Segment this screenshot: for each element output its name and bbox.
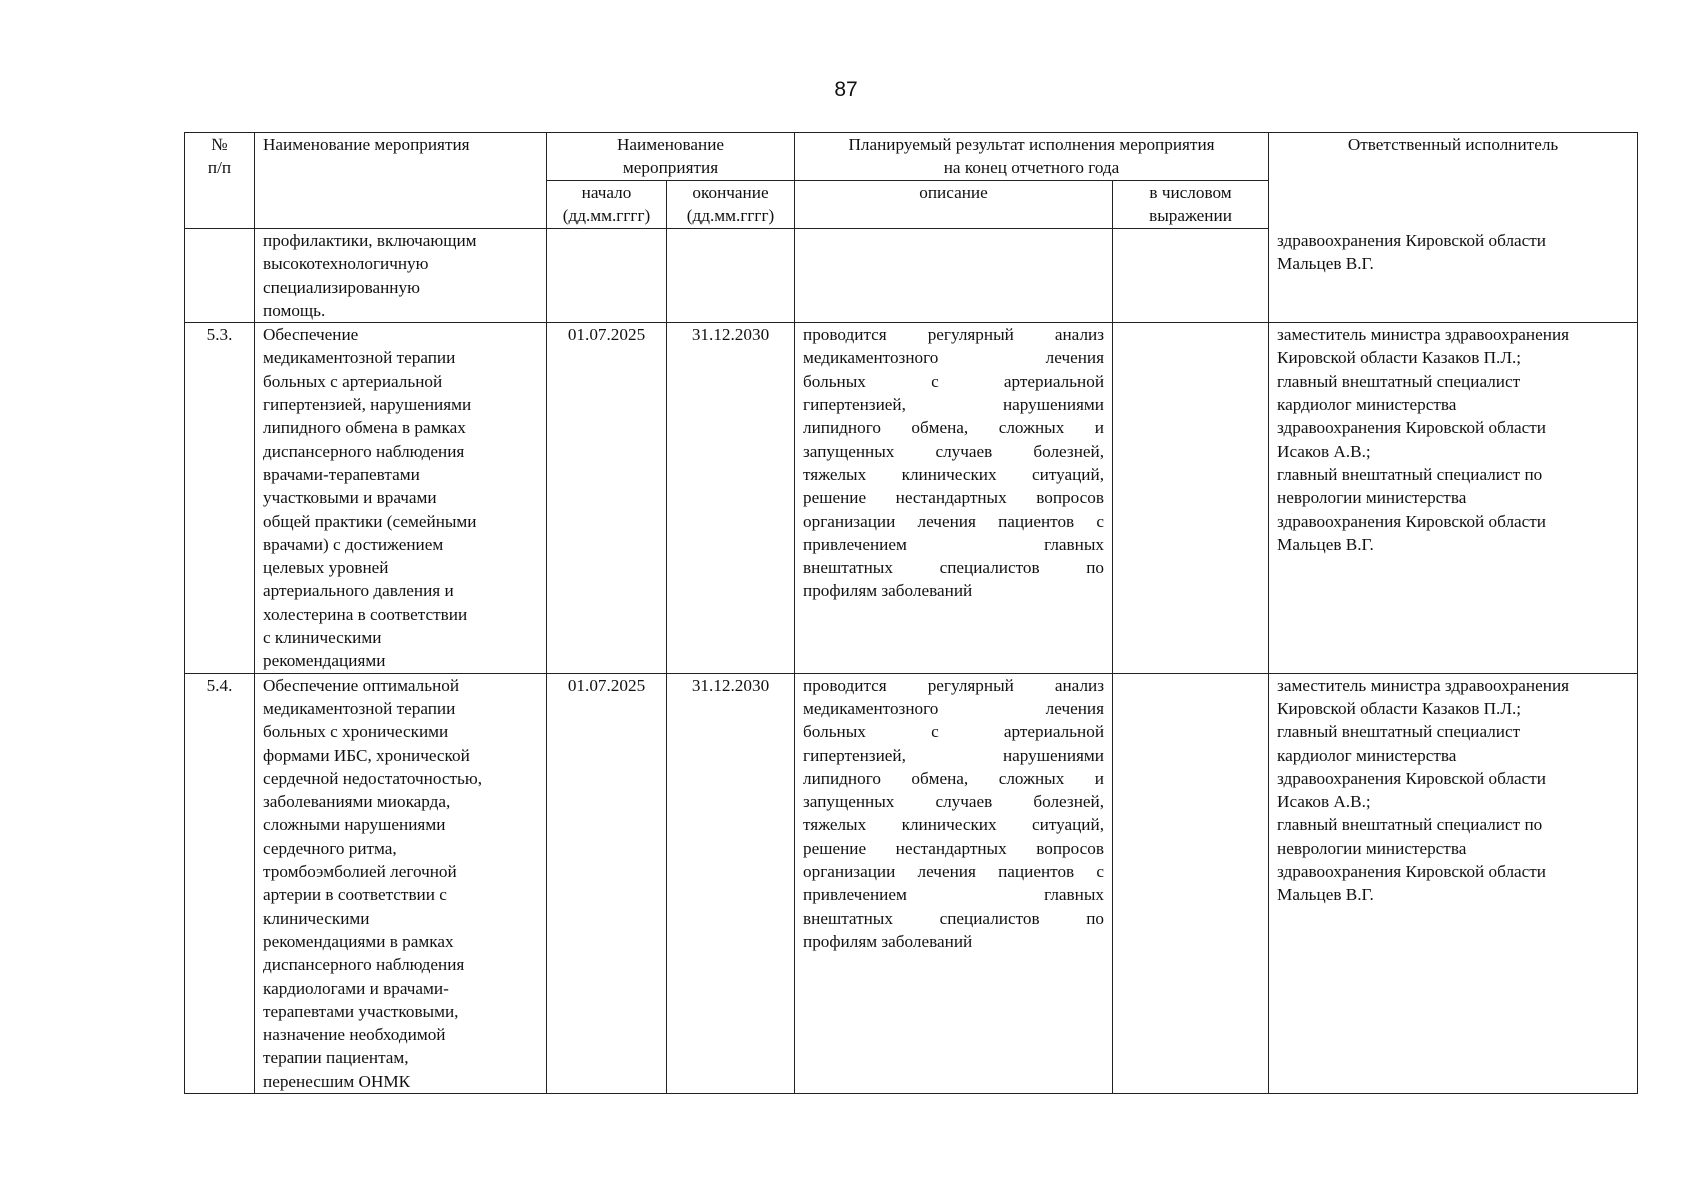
header-row-1 (185, 133, 1638, 181)
table-row (185, 229, 1638, 323)
header-start: начало (дд.мм.гггг) (547, 181, 667, 229)
header-num: № п/п (185, 133, 255, 229)
page-number: 87 (834, 78, 858, 101)
header-responsible: Ответственный исполнитель (1269, 133, 1638, 229)
activity-name: профилактики, включающим высокотехнологичную специализированную помощь. (255, 229, 547, 323)
header-period: Наименование мероприятия (547, 133, 795, 181)
result-description (795, 229, 1113, 323)
header-end: окончание (дд.мм.гггг) (667, 181, 795, 229)
end-date: 31.12.2030 (667, 323, 795, 673)
header-description: описание (795, 181, 1113, 229)
responsible-executor: заместитель министра здравоохранения Кировской области Казаков П.Л.; главный внештатный специалист кардиолог министерства здравоохранения Кировской области Исаков А.В.; главный внештатный специалист по неврологии министерства здравоохранения Кировской области Мальцев В.Г. (1269, 323, 1638, 673)
result-numeric (1113, 229, 1269, 323)
table-row (185, 673, 1638, 1093)
start-date (547, 229, 667, 323)
header-numeric: в числовом выражении (1113, 181, 1269, 229)
row-number: 5.3. (185, 323, 255, 673)
table-row (185, 323, 1638, 673)
responsible-executor: заместитель министра здравоохранения Кировской области Казаков П.Л.; главный внештатный специалист кардиолог министерства здравоохранения Кировской области Исаков А.В.; главный внештатный специалист по неврологии министерства здравоохранения Кировской области Мальцев В.Г. (1269, 673, 1638, 1093)
activity-name: Обеспечение медикаментозной терапии больных с артериальной гипертензией, нарушениями липидного обмена в рамках диспансерного наблюдения врачами-терапевтами участковыми и врачами общей практики (семейными врачами) с достижением целевых уровней артериального давления и холестерина в соответствии с клиническими рекомендациями (255, 323, 547, 673)
result-numeric (1113, 673, 1269, 1093)
start-date: 01.07.2025 (547, 673, 667, 1093)
end-date (667, 229, 795, 323)
result-numeric (1113, 323, 1269, 673)
row-number (185, 229, 255, 323)
end-date: 31.12.2030 (667, 673, 795, 1093)
responsible-executor: здравоохранения Кировской области Мальцев В.Г. (1269, 229, 1638, 323)
row-number: 5.4. (185, 673, 255, 1093)
start-date: 01.07.2025 (547, 323, 667, 673)
header-name: Наименование мероприятия (255, 133, 547, 229)
result-description: проводится регулярный анализ медикаментозного лечения больных с артериальной гипертензией, нарушениями липидного обмена, сложных и запущенных случаев болезней, тяжелых клинических ситуаций, решение нестандартных вопросов организации лечения пациентов с привлечением главных внештатных специалистов по профилям заболеваний (795, 323, 1113, 673)
header-result: Планируемый результат исполнения мероприятия на конец отчетного года (795, 133, 1269, 181)
activity-name: Обеспечение оптимальной медикаментозной терапии больных с хроническими формами ИБС, хронической сердечной недостаточностью, заболеваниями миокарда, сложными нарушениями сердечного ритма, тромбоэмболией легочной артерии в соответствии с клиническими рекомендациями в рамках диспансерного наблюдения кардиологами и врачами- терапевтами участковыми, назначение необходимой терапии пациентам, перенесшим ОНМК (255, 673, 547, 1093)
activities-table (184, 132, 1638, 1094)
result-description: проводится регулярный анализ медикаментозного лечения больных с артериальной гипертензией, нарушениями липидного обмена, сложных и запущенных случаев болезней, тяжелых клинических ситуаций, решение нестандартных вопросов организации лечения пациентов с привлечением главных внештатных специалистов по профилям заболеваний (795, 673, 1113, 1093)
